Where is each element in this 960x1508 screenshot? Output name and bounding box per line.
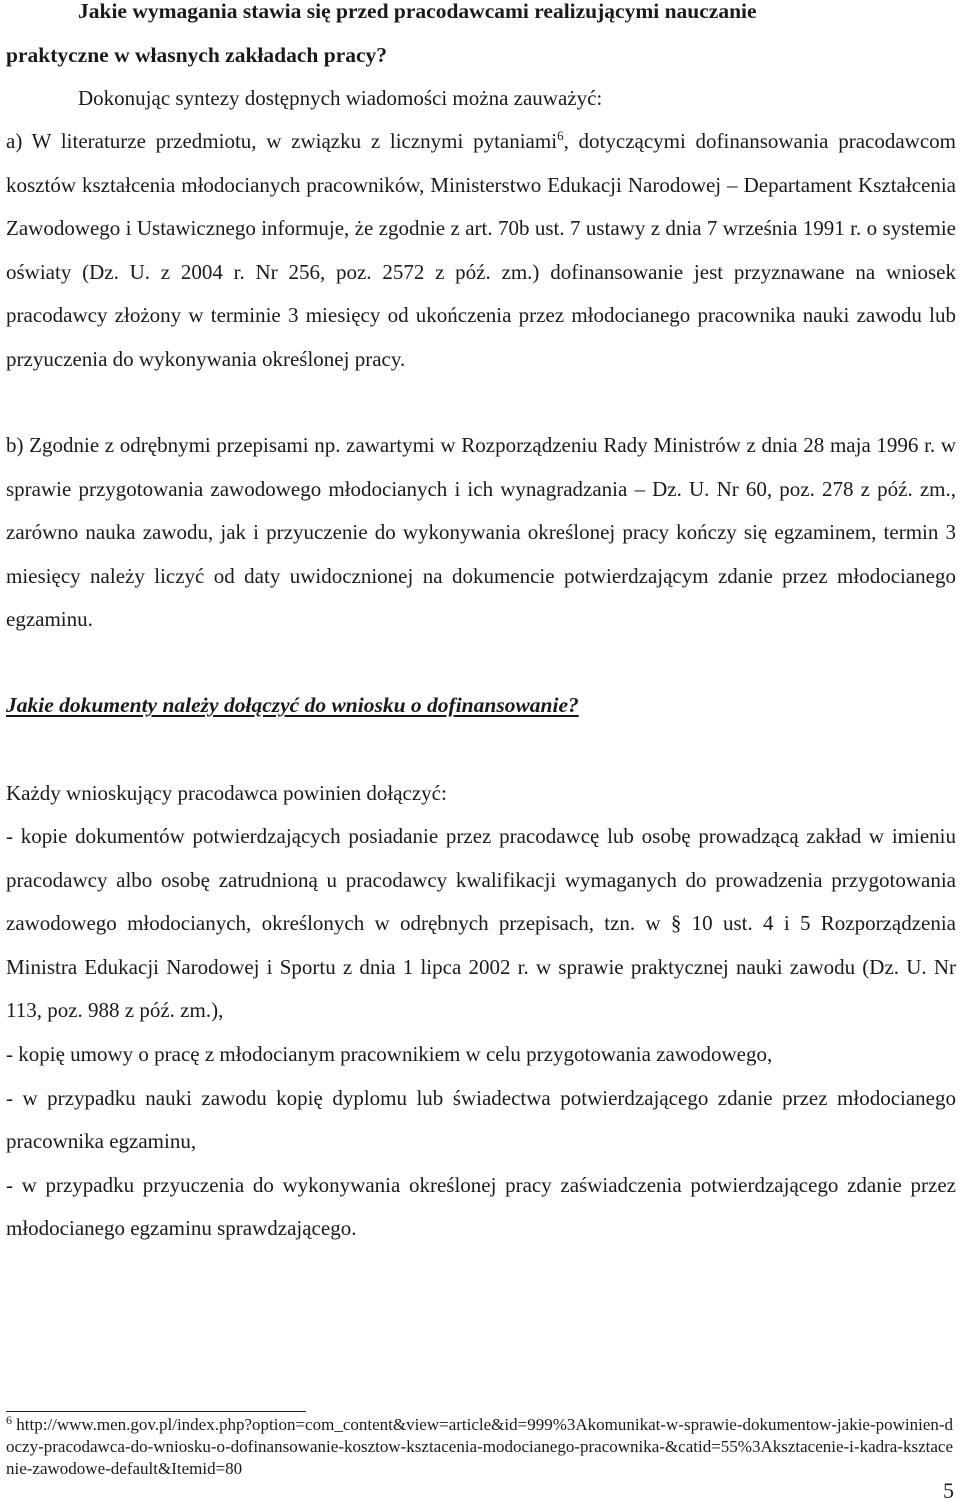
footnote-url[interactable]: http://www.men.gov.pl/index.php?option=com_content&view=article&id=999%3Akomunikat-w-sprawie-dokumentow-jakie-powinien-doczy-pracodawca-do-wniosku-o-dofinansowanie-kosztow-ksztacenia-modocianego-pracownika-&catid=55%3Aksztacenie-i-kadra-ksztacenie-zawodowe-default&Itemid=80 xyxy=(6,1415,954,1478)
paragraph-a-start: a) W literaturze przedmiotu, w związku z licznymi pytaniami xyxy=(6,129,558,153)
list-item: - kopię umowy o pracę z młodocianym pracownikiem w celu przygotowania zawodowego, xyxy=(6,1041,773,1066)
question-heading xyxy=(6,684,956,728)
paragraph-a xyxy=(6,120,956,382)
list-item: - kopie dokumentów potwierdzających posiadanie przez pracodawcę lub osobę prowadzącą zakład w imieniu pracodawcy albo osobę zatrudnioną u pracodawcy kwalifikacji wymaganych do prowadzenia przygotowania zawodowego młodocianych, określonych w odrębnych przepisach, tzn. w § 10 ust. 4 i 5 Rozporządzenia Ministra Edukacji Narodowej i Sportu z dnia 1 lipca 2002 r. w sprawie praktycznej nauki zawodu (Dz. U. Nr 113, poz. 988 z póź. zm.), xyxy=(6,824,956,1023)
list-intro: Każdy wnioskujący pracodawca powinien dołączyć: xyxy=(6,781,447,805)
section-heading-line-2: praktyczne w własnych zakładach pracy? xyxy=(6,42,388,67)
list-item: - w przypadku przyuczenia do wykonywania określonej pracy zaświadczenia potwierdzającego zdanie przez młodocianego egzaminu sprawdzającego. xyxy=(6,1172,956,1241)
list-item: - w przypadku nauki zawodu kopię dyplomu lub świadectwa potwierdzającego zdanie przez młodocianego pracownika egzaminu, xyxy=(6,1085,956,1154)
footnote xyxy=(6,1414,956,1480)
footnote-number: 6 xyxy=(6,1413,12,1427)
question-heading-text: Jakie dokumenty należy dołączyć do wniosku o dofinansowanie? xyxy=(6,693,579,717)
footnote-separator xyxy=(6,1411,306,1412)
intro-paragraph: Dokonując syntezy dostępnych wiadomości można zauważyć: xyxy=(78,86,603,110)
required-documents-list xyxy=(6,815,956,1251)
footnote-reference: 6 xyxy=(557,128,564,143)
page-number: 5 xyxy=(943,1478,954,1503)
paragraph-a-rest: , dotyczącymi dofinansowania pracodawcom kosztów kształcenia młodocianych pracowników, Ministerstwo Edukacji Narodowej – Departament Kształcenia Zawodowego i Ustawicznego informuje, że zgodnie z art. 70b ust. 7 ustawy z dnia 7 września 1991 r. o systemie oświaty (Dz. U. z 2004 r. Nr 256, poz. 2572 z póź. zm.) dofinansowanie jest przyznawane na wniosek pracodawcy złożony w terminie 3 miesięcy od ukończenia przez młodocianego pracownika nauki zawodu lub przyuczenia do wykonywania określonej pracy. xyxy=(6,129,957,371)
section-heading-line-1: Jakie wymagania stawia się przed pracodawcami realizującymi nauczanie xyxy=(78,0,757,23)
paragraph-b: b) Zgodnie z odrębnymi przepisami np. zawartymi w Rozporządzeniu Rady Ministrów z dnia 28 maja 1996 r. w sprawie przygotowania zawodowego młodocianych i ich wynagradzania – Dz. U. Nr 60, poz. 278 z póź. zm., zarówno nauka zawodu, jak i przyuczenie do wykonywania określonej pracy kończy się egzaminem, termin 3 miesięcy należy liczyć od daty uwidocznionej na dokumencie potwierdzającym zdanie przez młodocianego egzaminu. xyxy=(6,433,956,632)
section-heading xyxy=(6,0,956,77)
